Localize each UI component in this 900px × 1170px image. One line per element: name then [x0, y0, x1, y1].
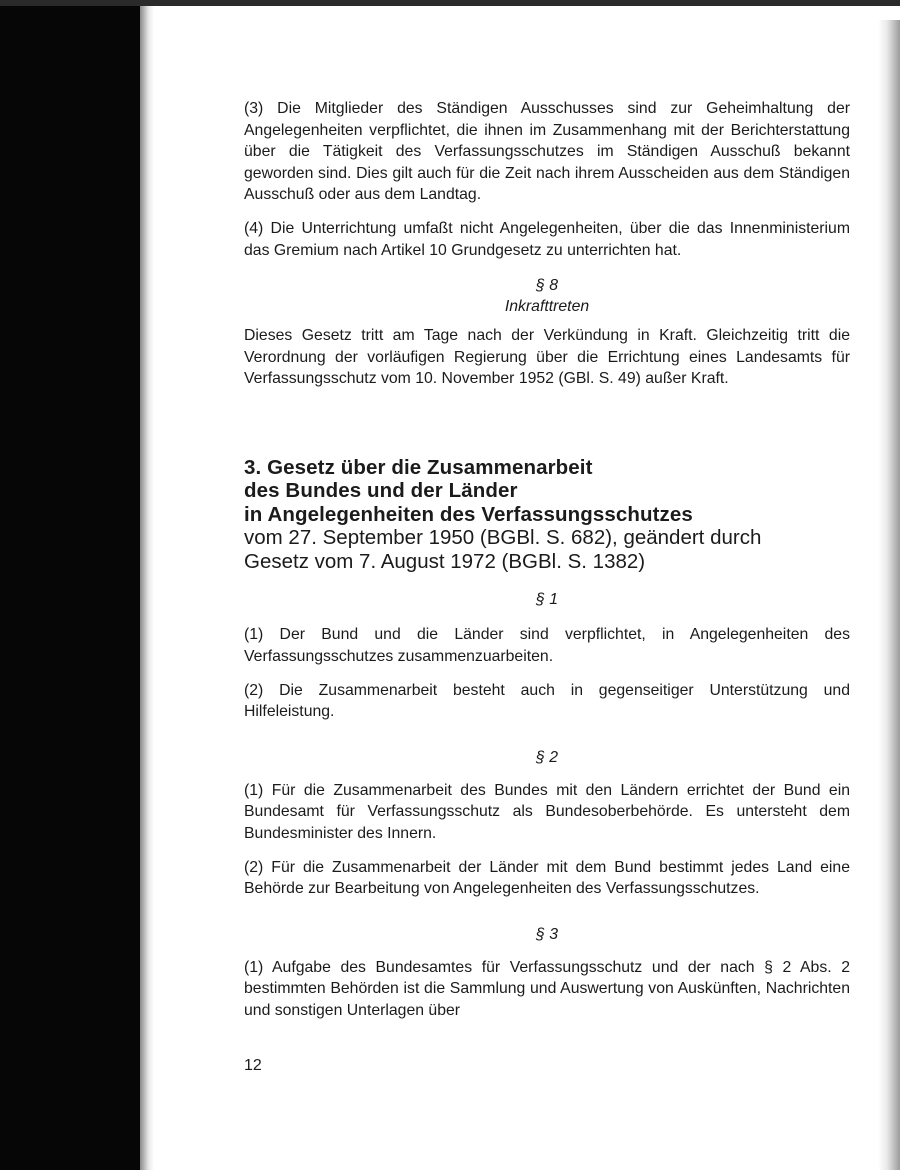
law-3-heading [244, 456, 850, 574]
section-1-number: § 1 [536, 591, 558, 609]
paragraph-3: (3) Die Mitglieder des Ständigen Ausschusses sind zur Geheimhaltung der Angelegenheiten verpflichtet, die ihnen im Zusammenhang mit der Berichterstattung über die Tätigkeit des Verfassungsschutzes im Ständigen Ausschuß bekannt geworden sind. Dies gilt auch für die Zeit nach ihrem Ausscheiden aus dem Ständigen Ausschuß oder aus dem Landtag. [244, 100, 850, 204]
law-3-heading-line-2: des Bundes und der Länder [244, 479, 518, 503]
section-8-number: § 8 [536, 277, 558, 295]
section-2-paragraph-2: (2) Für die Zusammenarbeit der Länder mit dem Bund bestimmt jedes Land eine Behörde zur Bearbeitung von Angelegenheiten des Verfassungsschutzes. [244, 858, 850, 898]
section-2-number: § 2 [536, 748, 558, 766]
section-2-paragraph-1: (1) Für die Zusammenarbeit des Bundes mit den Ländern errichtet der Bund ein Bundesamt für Verfassungsschutz als Bundesoberbehörde. Es untersteht dem Bundesminister des Innern. [244, 781, 850, 842]
section-1-paragraph-1: (1) Der Bund und die Länder sind verpflichtet, in Angelegenheiten des Verfassungsschutzes zusammenzuarbeiten. [244, 626, 850, 666]
law-3-date-line-1: vom 27. September 1950 (BGBl. S. 682), geändert durch [244, 526, 762, 550]
scan-page-edge [878, 20, 900, 1170]
scan-binding-shadow [0, 6, 140, 1170]
section-3-paragraph-1: (1) Aufgabe des Bundesamtes für Verfassungsschutz und der nach § 2 Abs. 2 bestimmten Behörden ist die Sammlung und Auswertung von Auskünften, Nachrichten und sonstigen Unterlagen über [244, 958, 850, 1019]
section-8-text: Dieses Gesetz tritt am Tage nach der Verkündung in Kraft. Gleichzeitig tritt die Verordnung der vorläufigen Regierung über die Errichtung eines Landesamts für Verfassungsschutz vom 10. November 1952 (GBl. S. 49) außer Kraft. [244, 327, 850, 388]
scan-gutter [140, 6, 154, 1170]
law-3-heading-line-1: 3. Gesetz über die Zusammenarbeit [244, 455, 593, 479]
section-3-number: § 3 [536, 925, 558, 943]
page-number: 12 [244, 1057, 262, 1074]
law-3-heading-line-3: in Angelegenheiten des Verfassungsschutzes [244, 502, 693, 526]
section-8-title: Inkrafttreten [504, 298, 590, 316]
paragraph-4: (4) Die Unterrichtung umfaßt nicht Angelegenheiten, über die das Innenministerium das Gremium nach Artikel 10 Grundgesetz zu unterrichten hat. [244, 219, 850, 259]
law-3-date-line-2: Gesetz vom 7. August 1972 (BGBl. S. 1382) [244, 549, 646, 573]
document-page [244, 98, 850, 1022]
section-1-paragraph-2: (2) Die Zusammenarbeit besteht auch in gegenseitiger Unterstützung und Hilfeleistung. [244, 681, 850, 721]
